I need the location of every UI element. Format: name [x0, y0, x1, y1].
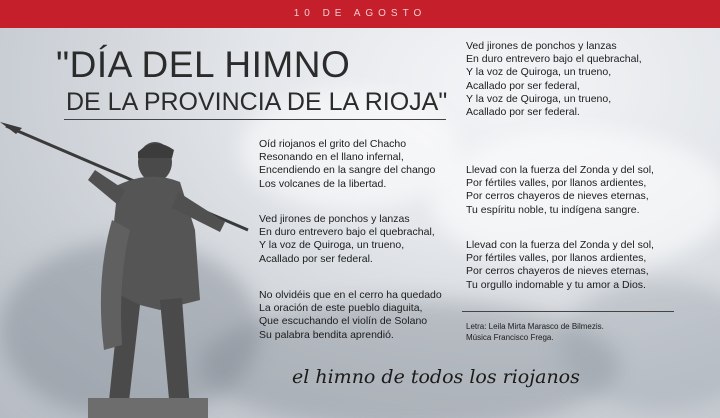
- verse-line: Y la voz de Quiroga, un trueno,: [259, 239, 405, 252]
- verse-line: Por cerros chayeros de nieves eternas,: [466, 190, 649, 203]
- credits: [466, 321, 604, 343]
- right-stanza-3: [466, 239, 654, 292]
- verse-line: Resonando en el llano infernal,: [259, 151, 404, 164]
- verse-line: Acallado por ser federal.: [466, 106, 580, 119]
- date-label: 10 DE AGOSTO: [293, 8, 427, 19]
- verse-line: Ved jirones de ponchos y lanzas: [466, 40, 617, 52]
- lyrics-credit: Letra: Leila Mirta Marasco de Bilmezis.: [466, 322, 604, 331]
- right-stanza-2: [466, 164, 654, 217]
- verse-line: En duro entrevero bajo el quebrachal,: [466, 53, 642, 66]
- verse-line: Por fértiles valles, por llanos ardientes,: [466, 177, 647, 190]
- verse-line: Ved jirones de ponchos y lanzas: [259, 213, 410, 225]
- credits-divider: [462, 311, 674, 312]
- verse-line: Y la voz de Quiroga, un trueno,: [466, 92, 612, 105]
- verse-line: Por cerros chayeros de nieves eternas,: [466, 265, 649, 278]
- warrior-statue-icon: [0, 110, 270, 418]
- verse-line: Los volcanes de la libertad.: [259, 177, 387, 190]
- verse-line: Por fértiles valles, por llanos ardientes,: [466, 252, 647, 265]
- verse-line: Tu espíritu noble, tu indígena sangre.: [466, 203, 640, 216]
- verse-line: No olvidéis que en el cerro ha quedado: [259, 289, 442, 301]
- left-stanza-3: [259, 289, 442, 342]
- verse-line: Llevad con la fuerza del Zonda y del sol,: [466, 164, 654, 176]
- verse-line: La oración de este pueblo diaguita,: [259, 302, 423, 315]
- right-stanza-1: [466, 40, 642, 119]
- verse-line: Oíd riojanos el grito del Chacho: [259, 138, 407, 150]
- left-stanza-2: [259, 213, 435, 266]
- verse-line: Que escuchando el violín de Solano: [259, 315, 428, 328]
- verse-line: Acallado por ser federal.: [259, 252, 373, 265]
- divider: [64, 119, 446, 120]
- verse-line: Tu orgullo indomable y tu amor a Dios.: [466, 278, 646, 291]
- page-title: "DÍA DEL HIMNO: [56, 44, 351, 85]
- verse-line: Encendiendo en la sangre del chango: [259, 164, 436, 177]
- verse-line: En duro entrevero bajo el quebrachal,: [259, 226, 435, 239]
- left-stanza-1: [259, 138, 435, 191]
- verse-line: Su palabra bendita aprendió.: [259, 328, 394, 341]
- page-subtitle: DE LA PROVINCIA DE LA RIOJA": [66, 88, 448, 116]
- music-credit: Música Francisco Frega.: [466, 333, 554, 342]
- verse-line: Acallado por ser federal,: [466, 79, 580, 92]
- slogan: el himno de todos los riojanos: [292, 366, 580, 388]
- verse-line: Y la voz de Quiroga, un trueno,: [466, 66, 612, 79]
- verse-line: Llevad con la fuerza del Zonda y del sol,: [466, 239, 654, 251]
